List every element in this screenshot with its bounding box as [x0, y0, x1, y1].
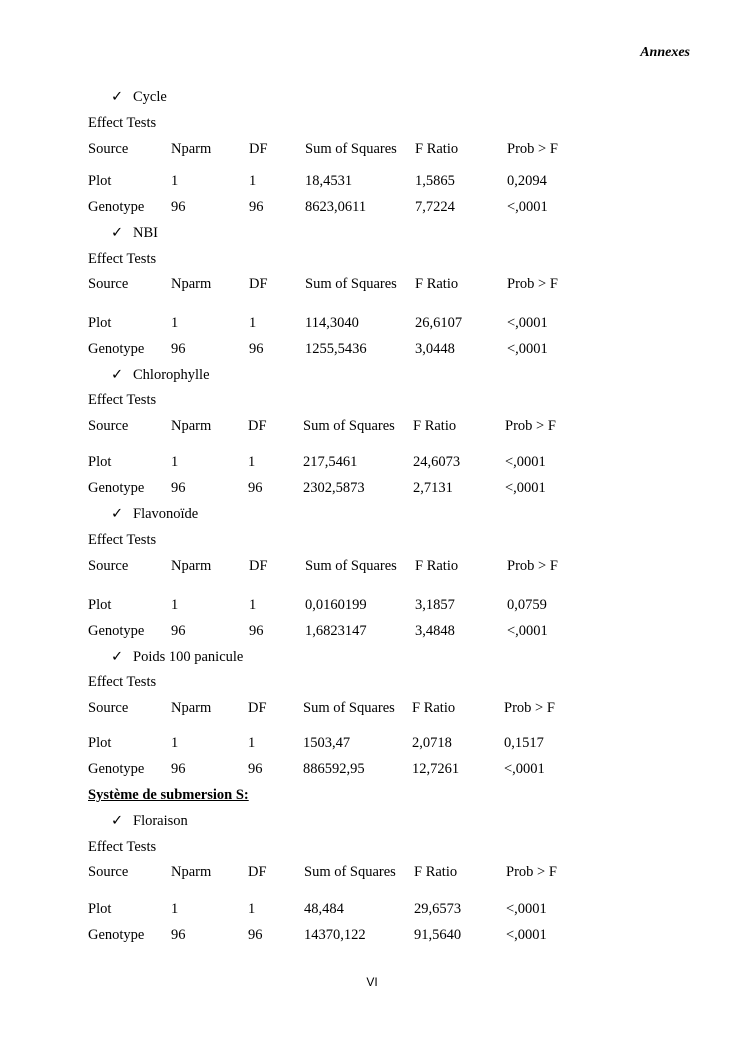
column-header-f-ratio: F Ratio — [415, 276, 459, 292]
cell-df: 96 — [248, 927, 263, 943]
cell-prob-f: 0,2094 — [507, 173, 547, 189]
cell-nparm: 96 — [171, 341, 186, 357]
cell-nparm: 96 — [171, 199, 186, 215]
cell-nparm: 1 — [171, 315, 179, 331]
column-header-source: Source — [88, 418, 129, 434]
cell-nparm: 1 — [171, 173, 179, 189]
column-header-f-ratio: F Ratio — [415, 141, 459, 157]
column-header-source: Source — [88, 700, 129, 716]
trait-heading — [111, 368, 210, 383]
cell-f-ratio: 91,5640 — [414, 927, 462, 943]
cell-source: Genotype — [88, 480, 145, 496]
cell-source: Plot — [88, 315, 112, 331]
trait-label: Poids 100 panicule — [133, 649, 244, 665]
cell-f-ratio: 3,0448 — [415, 341, 455, 357]
checkmark-icon: ✓ — [111, 813, 124, 829]
cell-source: Genotype — [88, 199, 145, 215]
cell-sum-of-squares: 886592,95 — [303, 761, 365, 777]
column-header-df: DF — [248, 700, 267, 716]
table-row — [0, 316, 744, 334]
table-header-row — [0, 277, 744, 295]
table-row — [0, 481, 744, 499]
cell-source: Genotype — [88, 927, 145, 943]
cell-df: 1 — [248, 454, 256, 470]
cell-nparm: 1 — [171, 597, 179, 613]
table-header-row — [0, 865, 744, 883]
cell-source: Plot — [88, 173, 112, 189]
cell-source: Genotype — [88, 761, 145, 777]
column-header-sum-of-squares: Sum of Squares — [305, 558, 397, 574]
table-row — [0, 928, 744, 946]
cell-f-ratio: 26,6107 — [415, 315, 463, 331]
table-header-row — [0, 701, 744, 719]
cell-source: Plot — [88, 454, 112, 470]
cell-f-ratio: 12,7261 — [412, 761, 460, 777]
cell-prob-f: <,0001 — [507, 623, 548, 639]
cell-f-ratio: 3,4848 — [415, 623, 455, 639]
column-header-prob-f: Prob > F — [507, 141, 558, 157]
table-row — [0, 762, 744, 780]
cell-sum-of-squares: 217,5461 — [303, 454, 358, 470]
column-header-sum-of-squares: Sum of Squares — [305, 276, 397, 292]
trait-heading — [111, 226, 158, 241]
cell-nparm: 96 — [171, 623, 186, 639]
cell-sum-of-squares: 14370,122 — [304, 927, 366, 943]
trait-label: NBI — [133, 225, 158, 241]
checkmark-icon: ✓ — [111, 225, 124, 241]
table-row — [0, 598, 744, 616]
column-header-f-ratio: F Ratio — [415, 558, 459, 574]
cell-sum-of-squares: 1255,5436 — [305, 341, 367, 357]
column-header-f-ratio: F Ratio — [413, 418, 457, 434]
checkmark-icon: ✓ — [111, 367, 124, 383]
table-row — [0, 455, 744, 473]
cell-df: 1 — [248, 901, 256, 917]
column-header-sum-of-squares: Sum of Squares — [303, 418, 395, 434]
cell-prob-f: <,0001 — [507, 341, 548, 357]
cell-f-ratio: 1,5865 — [415, 173, 455, 189]
cell-nparm: 1 — [171, 901, 179, 917]
column-header-nparm: Nparm — [171, 418, 212, 434]
cell-nparm: 96 — [171, 480, 186, 496]
table-row — [0, 624, 744, 642]
column-header-df: DF — [249, 141, 268, 157]
column-header-nparm: Nparm — [171, 276, 212, 292]
column-header-prob-f: Prob > F — [504, 700, 555, 716]
effect-tests-label: Effect Tests — [88, 115, 157, 131]
column-header-source: Source — [88, 276, 129, 292]
table-row — [0, 200, 744, 218]
cell-source: Plot — [88, 901, 112, 917]
cell-df: 96 — [248, 480, 263, 496]
cell-df: 96 — [248, 761, 263, 777]
table-header-row — [0, 419, 744, 437]
cell-nparm: 1 — [171, 454, 179, 470]
cell-source: Plot — [88, 735, 112, 751]
cell-f-ratio: 2,7131 — [413, 480, 453, 496]
cell-sum-of-squares: 1503,47 — [303, 735, 351, 751]
cell-nparm: 96 — [171, 761, 186, 777]
cell-df: 96 — [249, 341, 264, 357]
column-header-nparm: Nparm — [171, 558, 212, 574]
table-header-row — [0, 142, 744, 160]
trait-heading — [111, 650, 243, 665]
column-header-prob-f: Prob > F — [507, 558, 558, 574]
trait-heading — [111, 507, 198, 522]
column-header-sum-of-squares: Sum of Squares — [305, 141, 397, 157]
cell-prob-f: <,0001 — [506, 901, 547, 917]
effect-tests-label: Effect Tests — [88, 674, 157, 690]
cell-source: Plot — [88, 597, 112, 613]
column-header-sum-of-squares: Sum of Squares — [304, 864, 396, 880]
cell-prob-f: <,0001 — [506, 927, 547, 943]
cell-sum-of-squares: 114,3040 — [305, 315, 359, 331]
column-header-f-ratio: F Ratio — [414, 864, 458, 880]
column-header-nparm: Nparm — [171, 141, 212, 157]
checkmark-icon: ✓ — [111, 506, 124, 522]
table-row — [0, 736, 744, 754]
effect-tests-label: Effect Tests — [88, 392, 157, 408]
page-number: VI — [366, 975, 378, 989]
column-header-prob-f: Prob > F — [507, 276, 558, 292]
cell-sum-of-squares: 1,6823147 — [305, 623, 367, 639]
cell-f-ratio: 7,7224 — [415, 199, 455, 215]
trait-label: Chlorophylle — [133, 367, 210, 383]
cell-f-ratio: 24,6073 — [413, 454, 461, 470]
column-header-prob-f: Prob > F — [505, 418, 556, 434]
cell-prob-f: <,0001 — [505, 454, 546, 470]
column-header-source: Source — [88, 864, 129, 880]
cell-sum-of-squares: 2302,5873 — [303, 480, 365, 496]
trait-heading — [111, 814, 188, 829]
cell-df: 1 — [249, 597, 257, 613]
trait-heading — [111, 90, 167, 105]
column-header-df: DF — [248, 418, 267, 434]
column-header-prob-f: Prob > F — [506, 864, 557, 880]
effect-tests-label: Effect Tests — [88, 532, 157, 548]
cell-df: 1 — [249, 315, 257, 331]
effect-tests-label: Effect Tests — [88, 839, 157, 855]
cell-df: 1 — [248, 735, 256, 751]
cell-prob-f: <,0001 — [507, 199, 548, 215]
cell-nparm: 1 — [171, 735, 179, 751]
table-row — [0, 174, 744, 192]
cell-sum-of-squares: 8623,0611 — [305, 199, 367, 215]
cell-f-ratio: 2,0718 — [412, 735, 452, 751]
table-header-row — [0, 559, 744, 577]
cell-df: 96 — [249, 623, 264, 639]
cell-prob-f: 0,0759 — [507, 597, 547, 613]
column-header-df: DF — [249, 276, 268, 292]
checkmark-icon: ✓ — [111, 89, 124, 105]
cell-source: Genotype — [88, 341, 145, 357]
cell-f-ratio: 3,1857 — [415, 597, 455, 613]
column-header-nparm: Nparm — [171, 864, 212, 880]
cell-prob-f: <,0001 — [504, 761, 545, 777]
cell-sum-of-squares: 18,4531 — [305, 173, 353, 189]
checkmark-icon: ✓ — [111, 649, 124, 665]
cell-nparm: 96 — [171, 927, 186, 943]
table-row — [0, 902, 744, 920]
trait-label: Floraison — [133, 813, 188, 829]
column-header-df: DF — [249, 558, 268, 574]
cell-prob-f: 0,1517 — [504, 735, 544, 751]
cell-sum-of-squares: 48,484 — [304, 901, 344, 917]
cell-f-ratio: 29,6573 — [414, 901, 462, 917]
section-title: Système de submersion S: — [88, 787, 249, 803]
effect-tests-label: Effect Tests — [88, 251, 157, 267]
column-header-sum-of-squares: Sum of Squares — [303, 700, 395, 716]
column-header-df: DF — [248, 864, 267, 880]
cell-source: Genotype — [88, 623, 145, 639]
table-row — [0, 342, 744, 360]
column-header-source: Source — [88, 141, 129, 157]
cell-sum-of-squares: 0,0160199 — [305, 597, 367, 613]
trait-label: Cycle — [133, 89, 167, 105]
column-header-f-ratio: F Ratio — [412, 700, 456, 716]
cell-prob-f: <,0001 — [505, 480, 546, 496]
page-header: Annexes — [640, 45, 690, 60]
trait-label: Flavonoïde — [133, 506, 199, 522]
cell-prob-f: <,0001 — [507, 315, 548, 331]
cell-df: 96 — [249, 199, 264, 215]
cell-df: 1 — [249, 173, 257, 189]
column-header-nparm: Nparm — [171, 700, 212, 716]
column-header-source: Source — [88, 558, 129, 574]
